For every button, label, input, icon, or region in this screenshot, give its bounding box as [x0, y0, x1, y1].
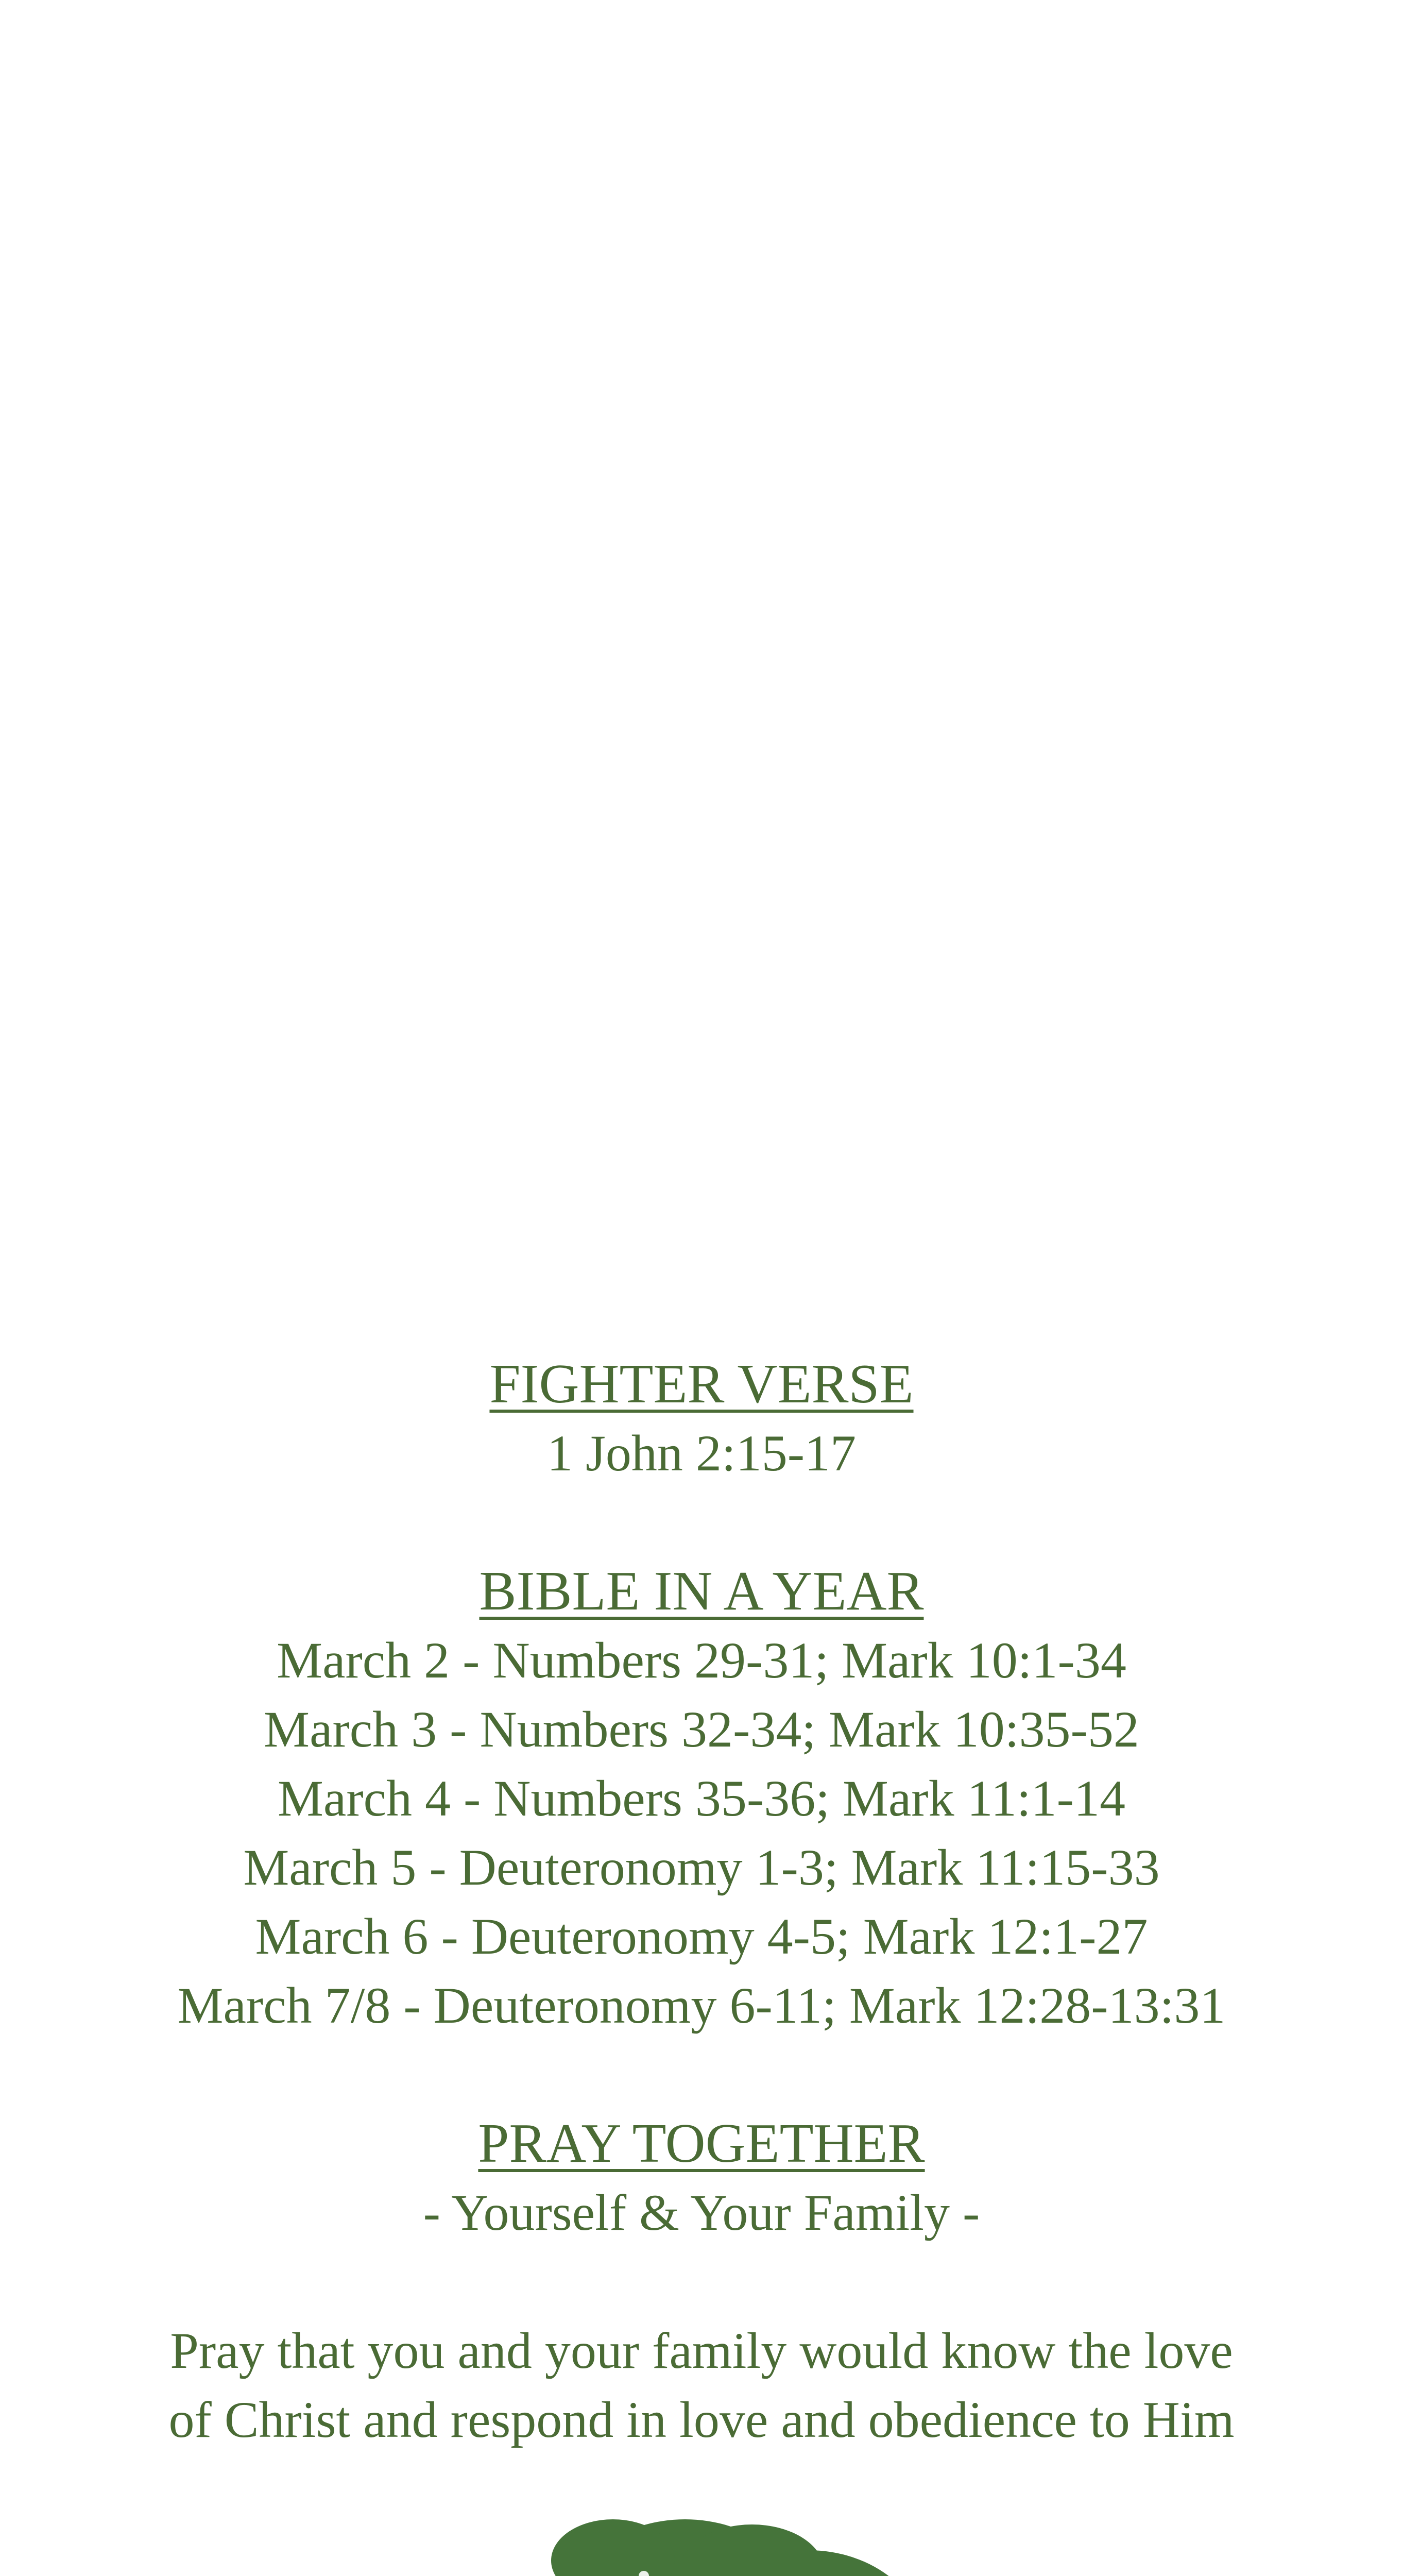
pray-together-subheading: - Yourself & Your Family - — [423, 2184, 980, 2241]
spacer — [0, 1488, 1403, 1557]
fighter-verse-heading: FIGHTER VERSE — [489, 1353, 914, 1415]
fighter-verse-section — [0, 1350, 1403, 1488]
spacer — [0, 2247, 1403, 2316]
bible-in-a-year-section — [0, 1557, 1403, 2040]
prayer-line: of Christ and respond in love and obedience to Him — [168, 2391, 1235, 2448]
bulletin-insert — [0, 1350, 1403, 2454]
reading-item: March 6 - Deuteronomy 4-5; Mark 12:1-27 — [255, 1908, 1148, 1965]
prayer-line: Pray that you and your family would know the love — [170, 2322, 1233, 2379]
pray-together-section — [0, 2109, 1403, 2454]
pray-together-heading: PRAY TOGETHER — [478, 2113, 925, 2174]
reading-item: March 7/8 - Deuteronomy 6-11; Mark 12:28-13:31 — [177, 1977, 1226, 2034]
reading-item: March 2 - Numbers 29-31; Mark 10:1-34 — [277, 1632, 1126, 1689]
reading-item: March 4 - Numbers 35-36; Mark 11:1-14 — [278, 1770, 1125, 1827]
reading-item: March 3 - Numbers 32-34; Mark 10:35-52 — [264, 1701, 1139, 1758]
spacer — [0, 2040, 1403, 2109]
bible-in-a-year-heading: BIBLE IN A YEAR — [479, 1561, 924, 1622]
oak-tree-icon — [417, 2514, 989, 2576]
reading-item: March 5 - Deuteronomy 1-3; Mark 11:15-33 — [243, 1839, 1160, 1896]
fighter-verse-reference: 1 John 2:15-17 — [547, 1425, 856, 1482]
